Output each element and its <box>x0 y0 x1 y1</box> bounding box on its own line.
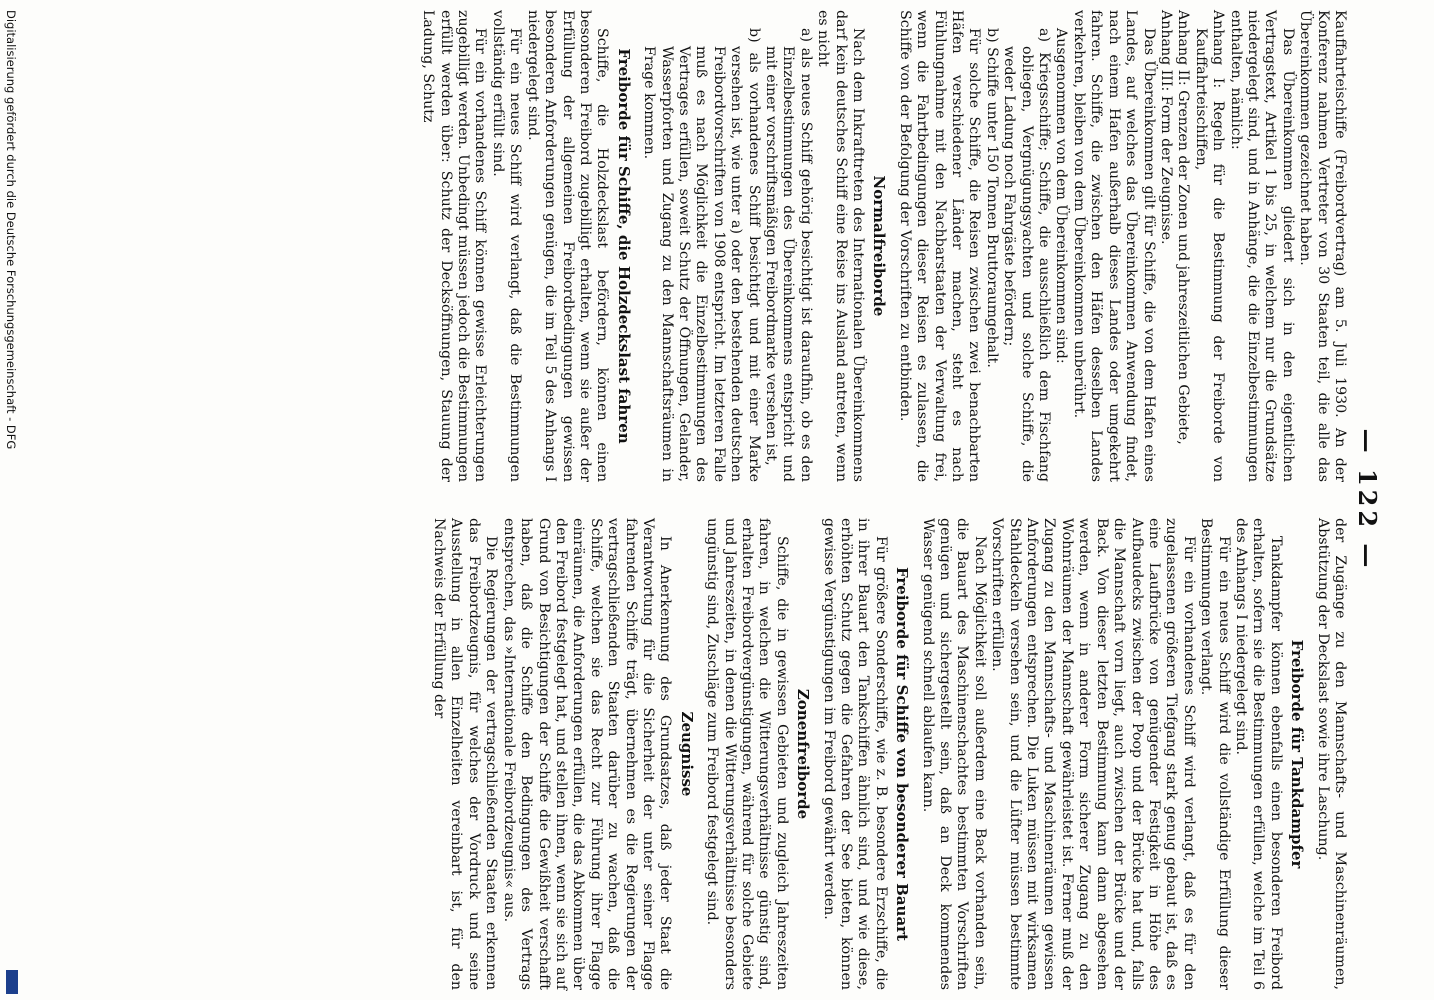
section-heading: Freiborde für Schiffe, die Holzdeckslast fahren <box>614 48 633 444</box>
list-item: a) Kriegsschiffe; Schiffe, die ausschließlich dem Fischfang obliegen, Vergnügungsyachten und solche Schiffe, die weder Ladung noch Fahrgäste befördern; <box>1001 28 1053 482</box>
list-item: a) als neues Schiff gehörig besichtigt ist daraufhin, ob es den Einzelbestimmungen des Übereinkommens entspricht und mit einer vorschriftsmäßigen Freibordmarke versehen ist, <box>763 28 814 482</box>
left-column <box>419 10 1348 482</box>
section-heading: Normalfreiborde <box>870 175 889 317</box>
paragraph: Schiffe, die in gewissen Gebieten und zugleich Jahreszeiten fahren, in welchen die Witterungsverhältnisse günstig sind, erhalten Freibordvergünstigungen, während für solche Gebiete und Jahreszeiten, in denen die Witterungsverhältnisse besonders ungünstig sind, Zuschläge zum Freibord festgelegt sind. <box>704 518 790 990</box>
paragraph: Für größere Sonderschiffe, wie z. B. besondere Erzschiffe, die in ihrer Bauart den Tankschiffen ähnlich sind, und wie diese, erhöhten Schutz gegen die Gefahren der See bieten, können gewisse Vergünstigungen im Freibord gewährt werden. <box>820 518 889 990</box>
right-column <box>430 518 1348 990</box>
paragraph: Nach dem Inkrafttreten des Internationalen Übereinkommens darf kein deutsches Schiff eine Reise ins Ausland antreten, wenn es nicht <box>815 10 867 482</box>
paragraph: Das Übereinkommen gliedert sich in den eigentlichen Vertragstext, Artikel 1 bis 25, in welchem nur die Grundsätze niedergelegt sind, und in Anhänge, die die Einzelbestimmungen enthalten, nämlich: <box>1227 10 1296 482</box>
dfg-logo-icon <box>6 970 18 994</box>
list-item: Anhang II: Grenzen der Zonen und jahreszeitlichen Gebiete, <box>1175 10 1192 445</box>
paragraph: Für solche Schiffe, die Reisen zwischen zwei benachbarten Häfen verschiedener Länder machen, steht es nach Fühlungnahme mit den Nachbarstaaten der Verwaltung frei, wenn die Fahrtbedingungen dieser Reisen es zulassen, die Schiffe von der Befolgung der Vorschriften zu entbinden. <box>896 10 983 482</box>
footer <box>4 4 20 994</box>
list-item: Anhang III: Form der Zeugnisse. <box>1157 10 1174 245</box>
paragraph: Für ein neues Schiff wird verlangt, daß die Bestimmungen vollständig erfüllt sind. <box>489 10 524 482</box>
list-item: Anhang I: Regeln für die Bestimmung der Freiborde von Kauffahrteischiffen, <box>1192 10 1227 482</box>
footer-credit: Digitalisierung gefördert durch die Deutsche Forschungsgemeinschaft - DFG <box>4 10 18 450</box>
section-heading: Zonenfreiborde <box>794 688 813 820</box>
rotated-page-content <box>132 10 1382 990</box>
list-item: b) als vorhandenes Schiff besichtigt und mit einer Marke versehen ist, wie unter a) oder den bestehenden deutschen Freibordvorschriften von 1908 entspricht. Im letzteren Falle muß es nach Möglichkeit die Einzelbestimmungen des Vertrages erfüllen, soweit Schutz der Öffnungen, Gelander, Wasserpforten und Zugang zu den Mannschaftsräumen in Frage kommen. <box>641 28 762 483</box>
section-heading: Freiborde für Schiffe von besonderer Bauart <box>893 566 912 941</box>
page-number: — 122 — <box>1353 428 1382 572</box>
paragraph: Kauffahrteischiffe (Freibordvertrag) am 5. Juli 1930. An der Konferenz nahmen Vertreter von 30 Staaten teil, die alle das Übereinkommen gezeichnet haben. <box>1297 10 1348 482</box>
paragraph: der Zugänge zu den Mannschafts- und Maschinenräumen, Abstützung der Deckslast sowie ihre Laschung. <box>1314 518 1348 990</box>
paragraph: Für ein vorhandenes Schiff wird verlangt, daß es für den zugelassenen größeren Tiefgang stark genug gebaut ist, daß es eine Laufbrücke von genügender Festigkeit in Höhe des Aufbaudecks zwischen der Poop und der Brücke hat und, falls die Mannschaft vorn liegt, auch zwischen der Brücke und der Back. Von dieser letzten Bestimmung kann dann abgesehen werden, wenn in anderer Form sicherer Zugang zu den Wohnräumen der Mannschaft gewährleistet ist. Ferner muß der Zugang zu den Mannschafts- und Maschinenräumen gewissen Anforderungen entsprechen. Die Luken müssen mit wirksamen Stahldeckeln versehen sein, und die Lüfter müssen bestimmte Vorschriften erfüllen. <box>989 518 1197 990</box>
paragraph: Für ein neues Schiff wird die vollständige Erfüllung dieser Bestimmungen verlangt. <box>1198 518 1232 990</box>
paragraph: Das Übereinkommen gilt für Schiffe, die von dem Hafen eines Landes, auf welches das Übereinkommen Anwendung findet, nach einem Hafen außerhalb dieses Landes oder umgekehrt fahren. Schiffe, die zwischen den Häfen desselben Landes verkehren, bleiben von dem Übereinkommen unberührt. <box>1070 10 1157 482</box>
paragraph: Ausgenommen von dem Übereinkommen sind: <box>1053 28 1070 364</box>
paragraph: In Anerkennung des Grundsatzes, daß jeder Staat die Verantwortung für die Sicherheit der unter seiner Flagge fahrenden Schiffe trägt, übernehmen es die Regierungen der vertragschließenden Staaten darüber zu wachen, daß die Schiffe, welchen sie das Recht zur Führung ihrer Flagge einräumen, die Anforderungen erfüllen, die das Abkommen über den Freibord festgelegt hat, und stellen ihnen, wenn sie sich auf Grund von Besichtigungen der Schiffe die Gewißheit verschafft haben, daß die Schiffe den Bedingungen des Vertrags entsprechen, das »Internationale Freibordzeugnis« aus. <box>500 518 674 990</box>
paragraph: Für ein vorhandenes Schiff können gewisse Erleichterungen zugebilligt werden. Unbedingt müssen jedoch die Bestimmungen erfüllt werden über: Schutz der Decksöffnungen, Stauung der Ladung, Schutz <box>420 10 489 482</box>
paragraph: Schiffe, die Holzdeckslast befördern, können einen besonderen Freibord zugebilligt erhalten, wenn sie außer der Erfüllung der allgemeinen Freibordbedingungen gewissen besonderen Anforderungen genügen, die im Teil 5 des Anhangs I niedergelegt sind. <box>524 10 611 482</box>
paragraph: Tankdampfer können ebenfalls einen besonderen Freibord erhalten, sofern sie die Bestimmungen erfüllen, welche im Teil 6 des Anhangs I niedergelegt sind. <box>1232 518 1284 990</box>
paragraph: Die Regierungen der vertragschließenden Staaten erkennen das Freibordzeugnis, für welches der Vordruck und seine Ausstellung in allen Einzelheiten vereinbart ist, für den Nachweis der Erfüllung der <box>431 518 500 990</box>
paragraph: Nach Möglichkeit soll außerdem eine Back vorhanden sein, die Bauart des Maschinenschachtes bestimmten Vorschriften genügen und sichergestellt sein, daß an Deck kommendes Wasser genügend schnell ablaufen kann. <box>919 518 988 990</box>
section-heading: Zeugnisse <box>677 711 696 797</box>
section-heading: Freiborde für Tankdampfer <box>1288 639 1307 869</box>
list-item: b) Schiffe unter 150 Tonnen Bruttoraumgehalt. <box>983 28 1000 368</box>
